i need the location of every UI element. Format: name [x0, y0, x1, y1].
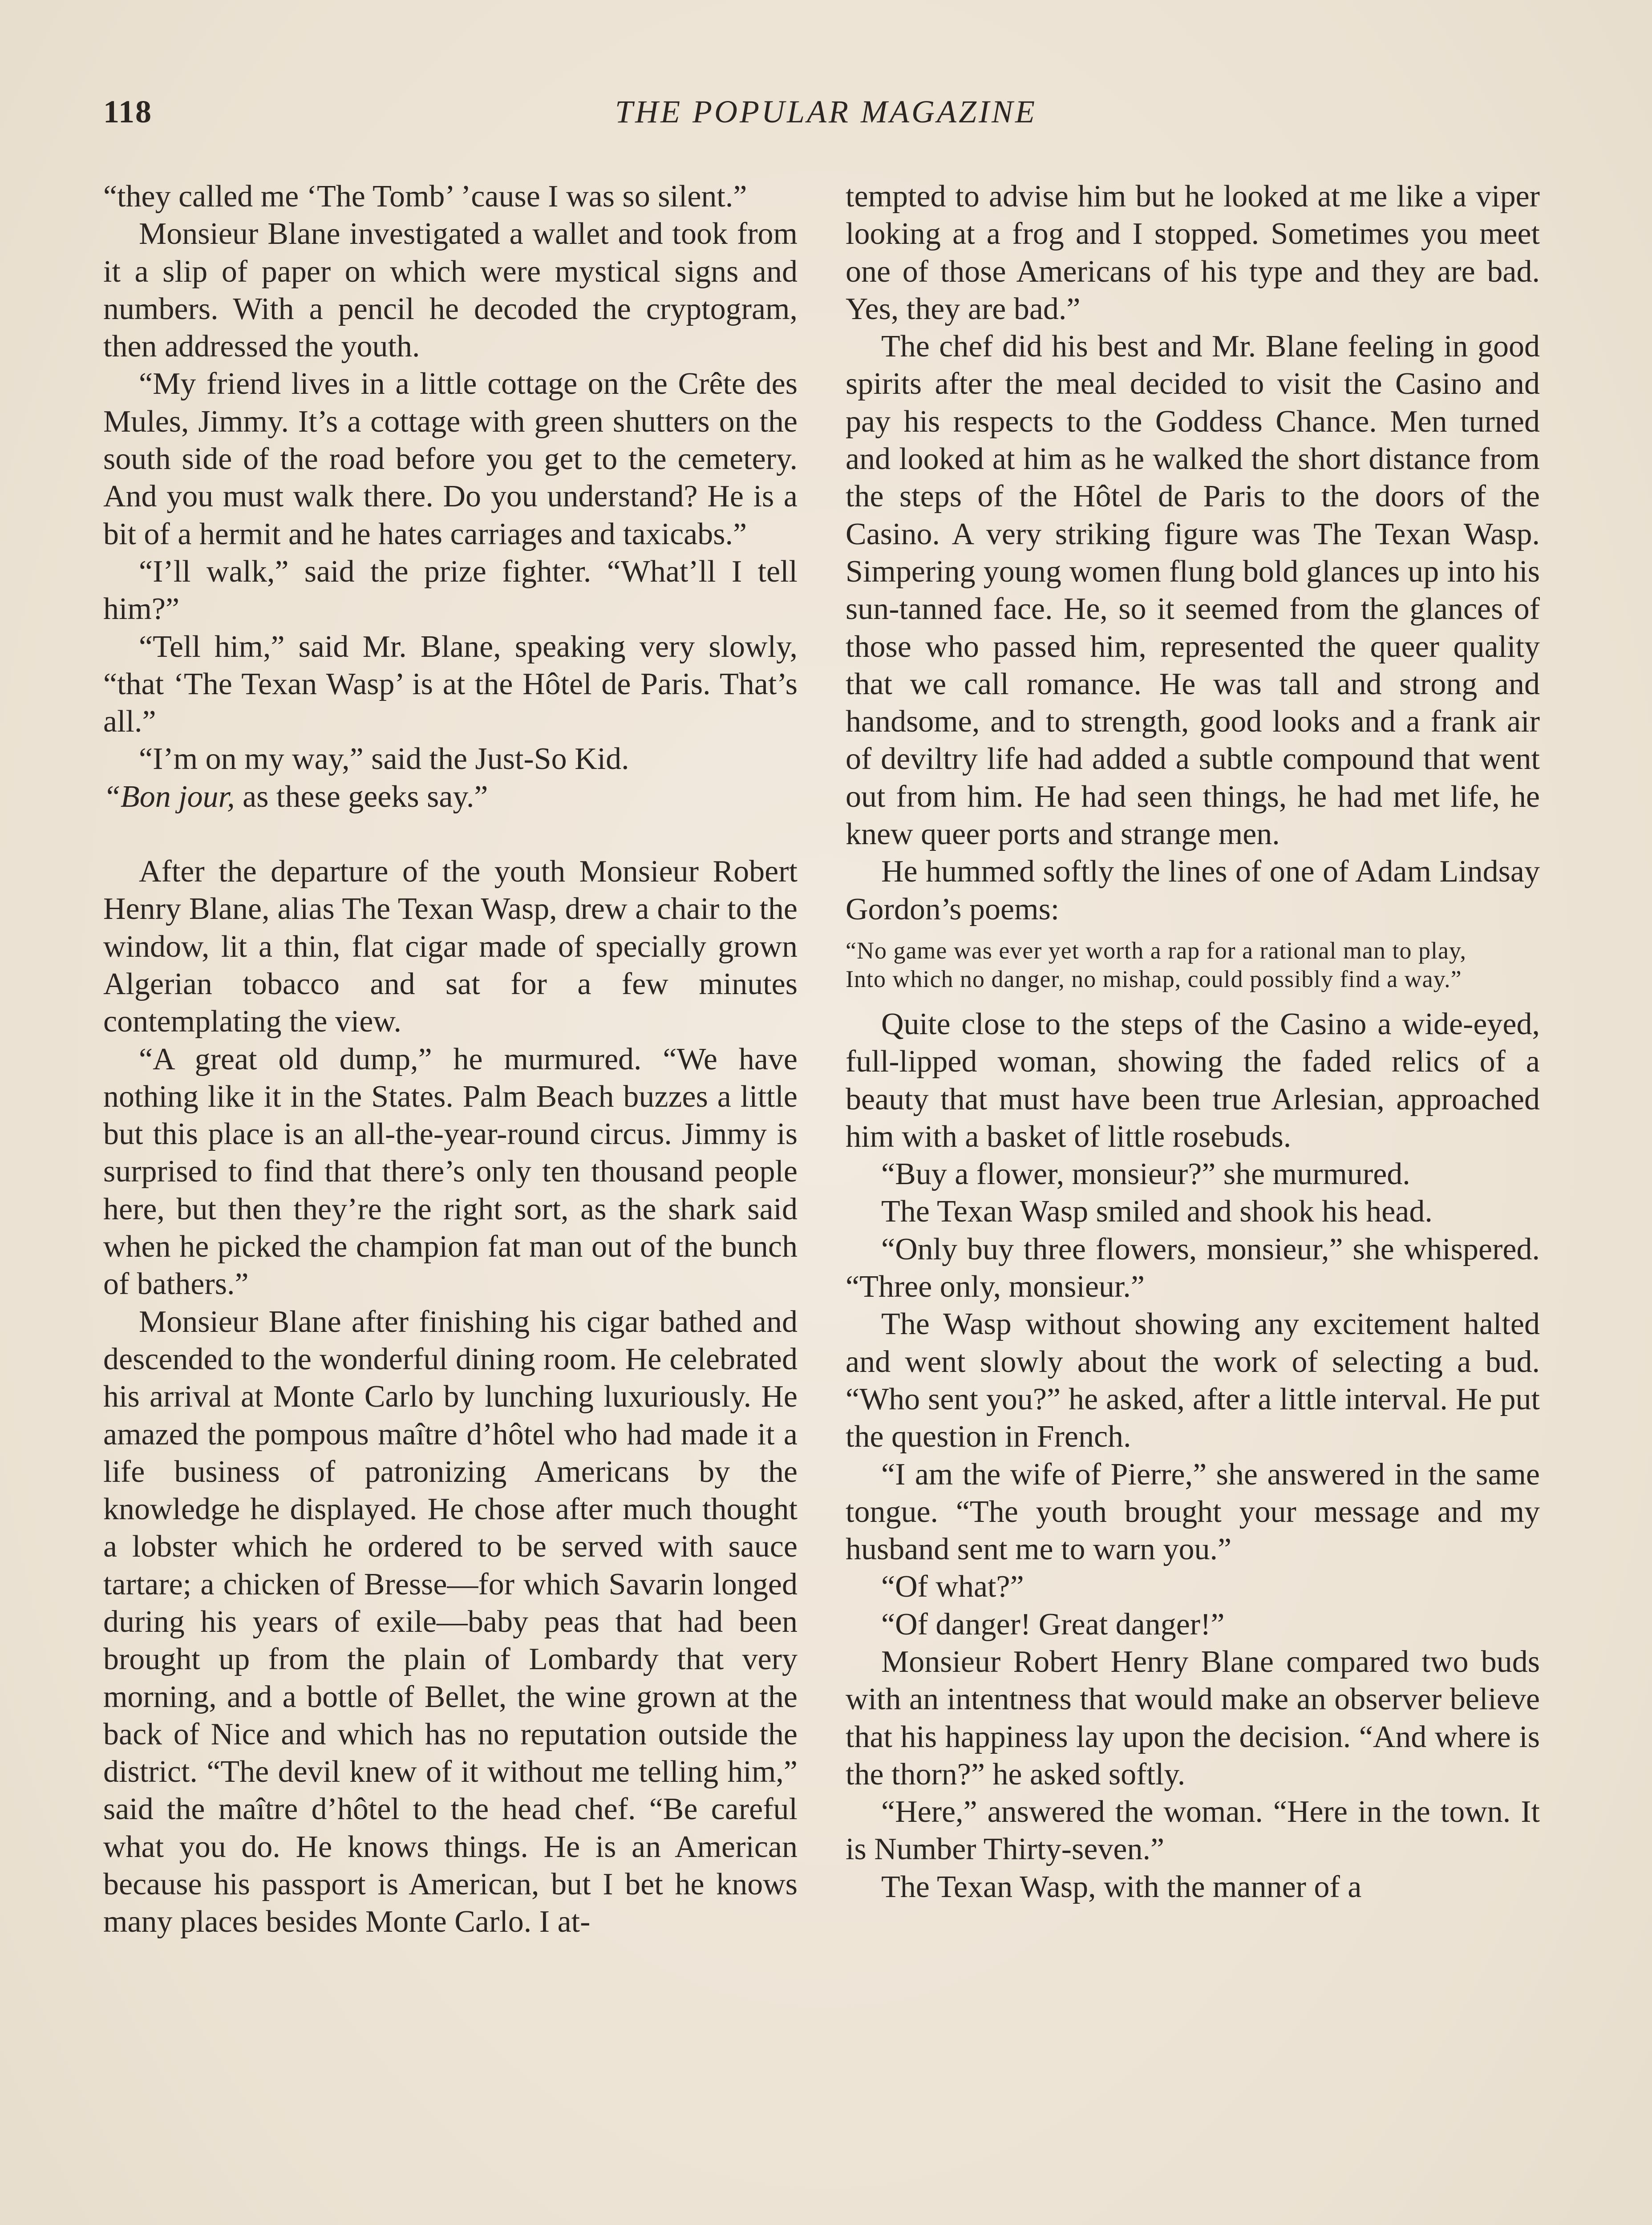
paragraph: “I’ll walk,” said the prize fighter. “What’ll I tell him?” [103, 554, 798, 627]
poem-line: Into which no danger, no mishap, could possibly find a way.” [846, 965, 1462, 992]
paragraph: “Tell him,” said Mr. Blane, speaking very slowly, “that ‘The Texan Wasp’ is at the Hôtel de Paris. That’s all.” [103, 629, 798, 739]
paragraph: Monsieur Blane investigated a wallet and took from it a slip of paper on which were mystical signs and numbers. With a pencil he decoded the cryptogram, then addressed the youth. [103, 217, 798, 364]
paragraph: “Buy a flower, monsieur?” she murmured. [881, 1157, 1410, 1192]
paragraph: After the departure of the youth Monsieur Robert Henry Blane, alias The Texan Wasp, drew a chair to the window, lit a thin, flat cigar made of specially grown Algerian tobacco and sat for a few minutes contemplating the view. [103, 854, 798, 1039]
paragraph-text: as these geeks say.” [235, 779, 488, 814]
paragraph: “I’m on my way,” said the Just-So Kid. [139, 742, 629, 777]
paragraph: The Wasp without showing any excitement halted and went slowly about the work of selecting a bud. “Who sent you?” he asked, after a little interval. He put the question in French. [846, 1307, 1540, 1454]
paragraph: tempted to advise him but he looked at me like a viper looking at a frog and I stopped. Sometimes you meet one of those Americans of his type and they are bad. Yes, they are bad.” [846, 179, 1540, 326]
paragraph: “Here,” answered the woman. “Here in the town. It is Number Thirty-seven.” [846, 1795, 1540, 1867]
paragraph-bon-jour [103, 778, 798, 816]
paragraph: “I am the wife of Pierre,” she answered in the same tongue. “The youth brought your message and my husband sent me to warn you.” [846, 1457, 1540, 1567]
page-number: 118 [103, 94, 153, 129]
paragraph: “My friend lives in a little cottage on the Crête des Mules, Jimmy. It’s a cottage with green shutters on the south side of the road before you get to the cemetery. And you must walk there. Do you understand? He is a bit of a hermit and he hates carriages and taxicabs.” [103, 367, 798, 551]
magazine-title: THE POPULAR MAGAZINE [615, 94, 1037, 129]
right-column [846, 178, 1540, 2225]
paragraph: Monsieur Robert Henry Blane compared two buds with an intentness that would make an observer believe that his happiness lay upon the decision. “And where is the thorn?” he asked softly. [846, 1644, 1540, 1792]
paragraph: The Texan Wasp, with the manner of a [881, 1869, 1362, 1904]
page-header [103, 93, 1549, 147]
paragraph: The chef did his best and Mr. Blane feeling in good spirits after the meal decided to visit the Casino and pay his respects to the Goddess Chance. Men turned and looked at him as he walked the short distance from the steps of the Hôtel de Paris to the doors of the Casino. A very striking figure was The Texan Wasp. Simpering young women flung bold glances up into his sun-tanned face. He, so it seemed from the glances of those who passed him, represented the queer quality that we call romance. He was tall and strong and handsome, and to strength, good looks and a frank air of deviltry life had added a subtle compound that went out from him. He had seen things, he had met life, he knew queer ports and strange men. [846, 329, 1540, 852]
paragraph: The Texan Wasp smiled and shook his head. [881, 1194, 1433, 1229]
paragraph: “Only buy three flowers, monsieur,” she whispered. “Three only, monsieur.” [846, 1232, 1540, 1304]
paragraph: “Of what?” [881, 1570, 1024, 1604]
paragraph: Quite close to the steps of the Casino a wide-eyed, full-lipped woman, showing the faded relics of a beauty that must have been true Arlesian, approached him with a basket of little rosebuds. [846, 1007, 1540, 1154]
paragraph: Monsieur Blane after finishing his cigar bathed and descended to the wonderful dining room. He celebrated his arrival at Monte Carlo by lunching luxuriously. He amazed the pompous maître d’hôtel who had made it a life business of patronizing Americans by the knowledge he displayed. He chose after much thought a lobster which he ordered to be served with sauce tartare; a chicken of Bresse—for which Savarin longed during his years of exile—baby peas that had been brought up from the plain of Lombardy that very morning, and a bottle of Bellet, the wine grown at the back of Nice and which has no reputation outside the district. “The devil knew of it without me telling him,” said the maître d’hôtel to the head chef. “Be careful what you do. He knows things. He is an American because his passport is American, but I bet he knows many places besides Monte Carlo. I at- [103, 1304, 798, 1939]
italic-phrase: “Bon jour, [103, 779, 235, 814]
poem-quote [846, 936, 1540, 993]
paragraph: “they called me ‘The Tomb’ ’cause I was so silent.” [103, 179, 747, 214]
poem-line: “No game was ever yet worth a rap for a rational man to play, [846, 937, 1466, 964]
paragraph: “Of danger! Great danger!” [881, 1607, 1225, 1642]
left-column [103, 178, 798, 2225]
paragraph: He hummed softly the lines of one of Adam Lindsay Gordon’s poems: [846, 854, 1540, 926]
paragraph: “A great old dump,” he murmured. “We have nothing like it in the States. Palm Beach buzzes a little but this place is an all-the-year-round circus. Jimmy is surprised to find that there’s only ten thousand people here, but then they’re the right sort, as the shark said when he picked the champion fat man out of the bunch of bathers.” [103, 1042, 798, 1302]
